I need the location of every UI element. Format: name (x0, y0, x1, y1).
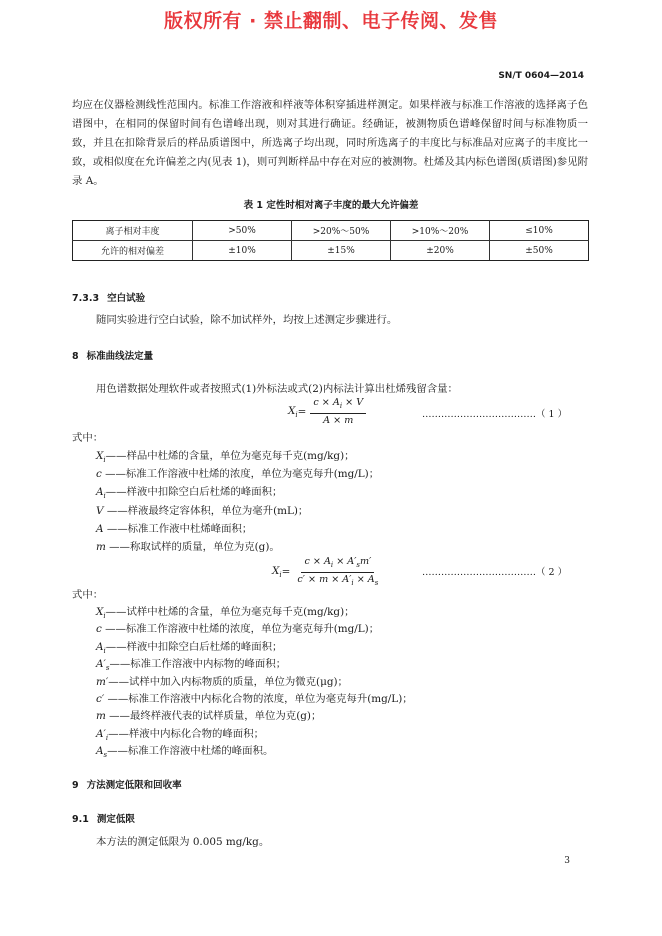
definition-item (96, 622, 379, 640)
definition-item (96, 727, 264, 745)
section-heading-8 (72, 348, 153, 362)
definition-symbol: A (96, 486, 104, 499)
table-cell: >20%～50% (292, 221, 391, 241)
definition-item (96, 449, 355, 467)
denominator: A × m (323, 414, 354, 426)
fraction (294, 556, 381, 589)
definition-text: ——样液最终定容体积，单位为毫升(mL)； (103, 504, 309, 517)
section-heading-9 (72, 777, 182, 791)
definition-text: ——样品中杜烯的含量，单位为毫克每千克(mg/kg)； (105, 450, 355, 462)
where-label: 式中： (72, 589, 104, 601)
definition-symbol: c (96, 623, 102, 636)
definition-subscript: i (105, 733, 109, 742)
definition-subscript: i (103, 646, 106, 655)
table-cell: ±10% (193, 241, 292, 261)
fraction (310, 397, 366, 427)
numerator: $c \times A_i \times A'_sm'$ (301, 556, 374, 573)
section-title: 方法测定低限和回收率 (86, 780, 182, 791)
table-cell: >50% (193, 221, 292, 241)
definition-symbol: A (96, 745, 104, 758)
equation-number-2: ………………………………（ 2 ） (422, 567, 568, 578)
definition-item (96, 522, 252, 540)
formula-1 (288, 397, 366, 427)
table-row (73, 221, 589, 241)
definition-symbol: c (96, 468, 102, 481)
section-number: 9 (72, 780, 79, 791)
formula-lhs: $X_i$ (272, 565, 282, 580)
equals-sign: = (281, 566, 291, 579)
where-label: 式中： (72, 432, 104, 444)
definition-text: ——标准工作溶液中内标物的峰面积； (109, 658, 287, 671)
definition-text: ——样液中内标化合物的峰面积； (108, 727, 264, 740)
definition-symbol: m (96, 710, 106, 723)
intro-paragraph: 均应在仪器检测线性范围内。标准工作溶液和样液等体积穿插进样测定。如果样液与标准工作溶液的选择离子色谱图中，在相同的保留时间有色谱峰出现，则对其进行确证。经确证，被测物质色谱峰保留时间与标准物质一致，并且在扣除背景后的样品质谱图中，所选离子均出现，同时所选离子的丰度比与标准品对应离子的丰度比一致，或相似度在允许偏差之内(见表 1)，则可判断样品中存在对应的被测物。杜烯及其内标色谱图(质谱图)参见附录 A。 (72, 99, 588, 187)
section-title: 空白试验 (107, 293, 146, 304)
table-title: 表 1 定性时相对离子丰度的最大允许偏差 (243, 200, 419, 211)
section-heading-7-3-3 (72, 290, 145, 304)
definition-text: ——试样中加入内标物质的质量，单位为微克(μg)； (108, 675, 348, 688)
section-title: 测定低限 (96, 814, 135, 825)
definition-symbol: c′ (96, 693, 105, 705)
definition-text: ——标准工作溶液中内标化合物的浓度，单位为毫克每升(mg/L)； (104, 693, 413, 705)
definition-symbol: X (96, 450, 104, 462)
section-text: 随同实验进行空白试验，除不加试样外，均按上述测定步骤进行。 (96, 314, 398, 326)
definition-text: ——最终样液代表的试样质量，单位为克(g)； (105, 710, 322, 723)
definition-subscript: i (103, 612, 106, 621)
section-title: 标准曲线法定量 (86, 351, 154, 362)
formula-2 (272, 556, 381, 589)
definition-subscript: i (103, 456, 106, 465)
section-text: 本方法的测定低限为 0.005 mg/kg。 (96, 836, 270, 848)
definition-text: ——称取试样的质量，单位为克(g)。 (105, 541, 280, 553)
table-cell: ±20% (391, 241, 490, 261)
definition-symbol: A (96, 522, 104, 535)
equals-sign: = (297, 405, 307, 418)
definition-text: ——标准工作溶液中杜烯的浓度，单位为毫克每升(mg/L)； (101, 623, 380, 636)
definition-symbol: m′ (96, 675, 109, 688)
definition-text: ——样液中扣除空白后杜烯的峰面积； (105, 640, 283, 653)
definition-item (96, 605, 355, 623)
definition-text: ——标准工作溶液中杜烯的峰面积。 (107, 745, 274, 758)
definition-item (96, 485, 282, 503)
table-cell: 离子相对丰度 (73, 221, 193, 241)
copyright-watermark: 版权所有 · 禁止翻制、电子传阅、发售 (164, 10, 498, 32)
definition-item (96, 640, 282, 658)
definition-text: ——试样中杜烯的含量，单位为毫克每千克(mg/kg)； (105, 606, 355, 618)
definition-symbol: A′ (96, 658, 106, 671)
section-heading-9-1 (72, 811, 135, 825)
table-row (73, 241, 589, 261)
definition-item (96, 709, 321, 727)
definition-symbol: X (96, 606, 104, 618)
section-number: 8 (72, 351, 79, 362)
definition-symbol: m (96, 541, 106, 553)
definition-subscript: s (105, 664, 110, 673)
page-number: 3 (564, 856, 570, 866)
definition-symbol: A (96, 640, 104, 653)
definition-item (96, 504, 308, 522)
denominator: $c' \times m \times A'_i \times A_s$ (297, 573, 379, 587)
table-cell: ±50% (490, 241, 589, 261)
definition-symbol: V (96, 504, 104, 517)
numerator: $c \times A_i \times V$ (310, 397, 366, 414)
section-text: 用色谱数据处理软件或者按照式(1)外标法或式(2)内标法计算出杜烯残留含量： (96, 383, 458, 395)
section-number: 9.1 (72, 814, 89, 825)
definition-item (96, 692, 413, 710)
formula-lhs: $X_i$ (288, 404, 298, 419)
standard-code: SN/T 0604—2014 (498, 71, 584, 81)
table-cell: ±15% (292, 241, 391, 261)
definition-subscript: s (103, 751, 108, 760)
ion-abundance-table (72, 220, 589, 261)
table-cell: ≤10% (490, 221, 589, 241)
table-cell: 允许的相对偏差 (73, 241, 193, 261)
table-cell: >10%～20% (391, 221, 490, 241)
definition-item (96, 467, 379, 485)
definition-text: ——标准工作液中杜烯峰面积； (103, 522, 253, 535)
definition-item (96, 675, 348, 693)
section-number: 7.3.3 (72, 293, 100, 304)
definition-item (96, 744, 273, 762)
definition-text: ——标准工作溶液中杜烯的浓度，单位为毫克每升(mg/L)； (101, 468, 380, 481)
definition-subscript: i (103, 492, 106, 501)
definition-symbol: A′ (96, 727, 106, 740)
equation-number-1: ………………………………（ 1 ） (422, 409, 568, 420)
definition-item (96, 657, 286, 675)
definition-item (96, 540, 280, 558)
definition-text: ——样液中扣除空白后杜烯的峰面积； (105, 486, 283, 499)
